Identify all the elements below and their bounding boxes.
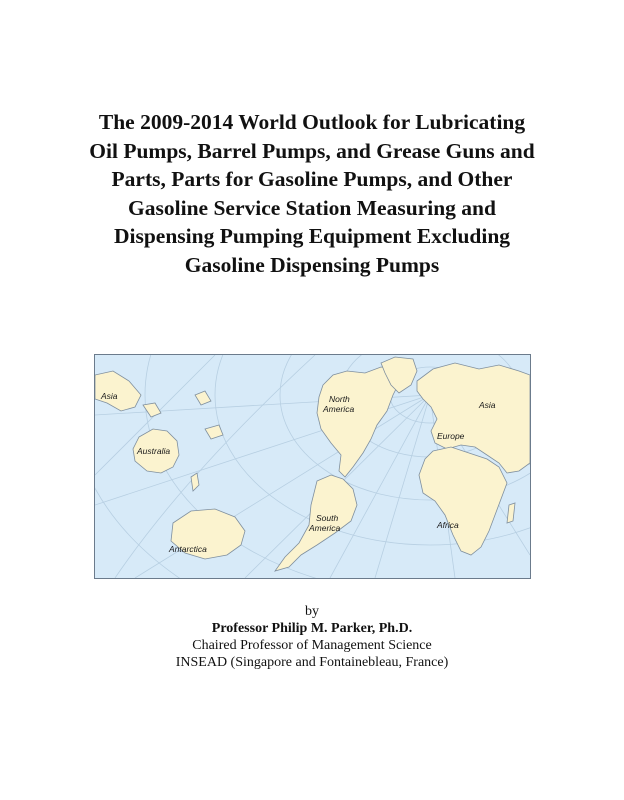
author-name: Professor Philip M. Parker, Ph.D. [211,621,413,636]
byline [0,603,624,671]
book-title [40,108,584,280]
map-label-asia-right: Asia [479,400,496,410]
author-affiliation: INSEAD (Singapore and Fontainebleau, France) [175,655,449,670]
map-label-asia-left: Asia [101,391,118,401]
map-label-europe: Europe [437,431,465,441]
title-line: Gasoline Dispensing Pumps [184,252,440,277]
map-label-australia: Australia [137,446,171,456]
world-map [94,354,531,579]
world-map-graphic [95,355,530,578]
title-line: Parts, Parts for Gasoline Pumps, and Other [111,167,513,192]
map-label-south-america-2: America [309,523,341,533]
map-label-antarctica: Antarctica [169,544,207,554]
map-label-north-america-2: America [323,404,355,414]
title-line: Dispensing Pumping Equipment Excluding [113,224,511,249]
map-label-africa: Africa [437,520,459,530]
title-line: Gasoline Service Station Measuring and [128,195,496,220]
title-line: The 2009-2014 World Outlook for Lubricating [98,110,526,134]
map-label-north-america-1: North [329,394,350,404]
map-label-south-america-1: South [316,513,339,523]
title-line: Oil Pumps, Barrel Pumps, and Grease Guns and [89,138,535,163]
author-position: Chaired Professor of Management Science [192,638,432,653]
byline-by: by [305,604,319,619]
